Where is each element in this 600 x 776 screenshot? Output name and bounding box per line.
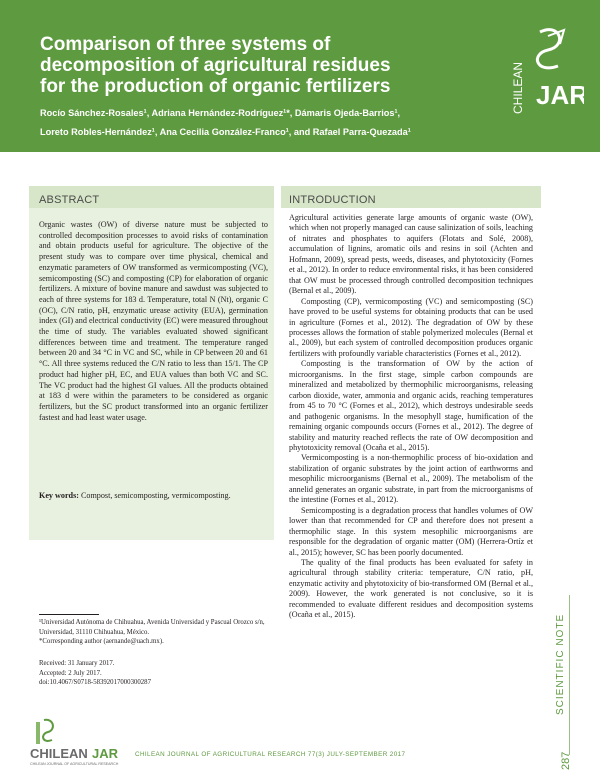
footer-logo-icon — [28, 718, 123, 768]
footer-logo — [28, 718, 123, 768]
affiliation — [39, 618, 268, 647]
author-line: Rocío Sánchez-Rosales¹, Adriana Hernández-Rodríguez¹*, Dámaris Ojeda-Barrios¹, — [40, 108, 401, 118]
introduction-body — [289, 213, 533, 621]
footer-logo-brand: CHILEAN — [30, 746, 88, 761]
article-type-label: SCIENTIFIC NOTE — [555, 613, 566, 715]
accepted-date: Accepted: 2 July 2017. — [39, 669, 102, 677]
intro-paragraph: Semicomposting is a degradation process that handles volumes of OW lower than that recommended for CP and therefore does not present a thermophilic stage. In this system mesophilic microorganisms are responsible for the degradation of organic matter (OM) (Herrera-Ortíz et al., 2015); however, SC has been poorly documented. — [289, 505, 533, 557]
affiliation-divider — [39, 614, 99, 615]
keywords-label: Key words: — [39, 491, 79, 500]
abstract-text: Organic wastes (OW) of diverse nature must be subjected to controlled decomposition processes to avoid risks of contamination and obtain products useful for agriculture. The objective of the present study was to compare over time physical, chemical and enzymatic parameters of OW transformed as vermicomposting (VC), semicomposting (SC) and composting (CP) for elaboration of organic fertilizers. A mixture of bovine manure and sawdust was subjected to each of three systems for 183 d. Temperature, total N (Nt), organic C (OC), C/N ratio, pH, enzymatic urease activity (EUA), germination index (GI) and electrical conductivity (EC) were measured throughout the time of study. The variables evaluated showed significant differences between time and treatment. The temperature ranged between 20 and 34 °C in VC and SC, while in CP between 20 and 61 °C. All three systems reduced the C/N ratio to less than 15/1. The CP product had higher pH, EC, and EUA values than both VC and SC. The VC product had the highest GI values. All the products obtained at 183 d were within the parameters to be considered as organic fertilizers, but the SC product transformed into an organic fertilizer fastest and had least water usage. — [39, 220, 268, 422]
title-line: for the production of organic fertilizers — [40, 76, 391, 97]
article-dates — [39, 659, 268, 688]
intro-paragraph: Vermicomposting is a non-thermophilic process of bio-oxidation and stabilization of organic substrates by the joint action of earthworms and mesophilic microorganisms (Bernal et al., 2009). The metabolism of the annelid generates an organic substrate, in part from the microorganisms of the intestine (Fornes et al., 2012). — [289, 453, 533, 505]
intro-paragraph: The quality of the final products has been evaluated for safety in agricultural through stability criteria: temperature, C/N ratio, pH, enzymatic activity and phytotoxicity of bio-transformed OM (Bernal et al., 2009). However, the work generated is not conclusive, so it is recommended to evaluate different residues and decomposition systems (Ocaña et al., 2015). — [289, 557, 533, 620]
title-line: Comparison of three systems of — [40, 34, 331, 55]
author-line: Loreto Robles-Hernández¹, Ana Cecilia González-Franco¹, and Rafael Parra-Quezada¹ — [40, 127, 411, 137]
article-title — [40, 34, 460, 97]
received-date: Received: 31 January 2017. — [39, 660, 115, 667]
journal-logo-icon — [502, 18, 584, 118]
affiliation-address: ¹Universidad Autónoma de Chihuahua, Avenida Universidad y Pascual Orozco s/n, Universidad, 31110 Chihuahua, México. — [39, 619, 265, 636]
intro-paragraph: Composting (CP), vermicomposting (VC) and semicomposting (SC) have proved to be useful systems for obtaining products that can be used in agriculture (Fornes et al., 2012). The degradation of OW by these processes allows the formation of stable polymerized molecules (Bernal et al., 2009), but each system of controlled decomposition produces organic fertilizers with profoundly variable characteristics (Fornes et al., 2012). — [289, 296, 533, 358]
page-number: 287 — [560, 751, 572, 770]
introduction-heading: INTRODUCTION — [289, 194, 376, 206]
title-line: decomposition of agricultural residues — [40, 55, 391, 76]
logo-emph-text: JAR — [536, 80, 584, 110]
corresponding-author: *Corresponding author (aernande@uach.mx). — [39, 638, 164, 646]
logo-vertical-text: CHILEAN — [511, 61, 525, 114]
keywords-text: Compost, semicomposting, vermicomposting. — [80, 491, 231, 500]
doi: doi:10.4067/S0718-58392017000300287 — [39, 679, 151, 687]
side-divider — [569, 595, 570, 755]
keywords — [39, 491, 268, 502]
title-banner — [0, 0, 600, 152]
abstract-heading: ABSTRACT — [39, 194, 100, 206]
journal-citation: CHILEAN JOURNAL OF AGRICULTURAL RESEARCH 77(3) JULY-SEPTEMBER 2017 — [135, 751, 406, 758]
footer-logo-tagline: CHILEAN JOURNAL OF AGRICULTURAL RESEARCH — [30, 762, 119, 766]
author-list — [40, 104, 490, 142]
intro-paragraph: Agricultural activities generate large amounts of organic waste (OW), which when not properly managed can cause salinization of soils, leaching of nitrates and phosphates to aquifers (Flotats and Solé, 2008), accumulation of lignins, aromatic oils and resins in soil (Achten and Hofmann, 2009), spread pests, weeds, diseases, and phytotoxicity (Fornes et al., 2012). In order to reduce environmental risks, it has been considered that OW must be processed through controlled decomposition techniques (Bernal et al., 2009). — [289, 213, 533, 296]
footer-logo-emph: JAR — [92, 746, 119, 761]
journal-logo — [502, 18, 584, 118]
intro-paragraph: Composting is the transformation of OW by the action of microorganisms. In the first stage, simple carbon compounds are mineralized and metabolized by thermophilic microorganisms, releasing carbon dioxide, water, ammonia and organic acids, reaching temperatures from 45 to 70 °C (Fornes et al., 2012), which destroys undesirable seeds and pathogenic organisms. In the mesophyll stage, humification of the remaining organic compounds occurs (Fornes et al., 2012). The degree of stability and maturity reached reflects the rate of OW decomposition and phytotoxicity removal (Ocaña et al., 2015). — [289, 359, 533, 452]
